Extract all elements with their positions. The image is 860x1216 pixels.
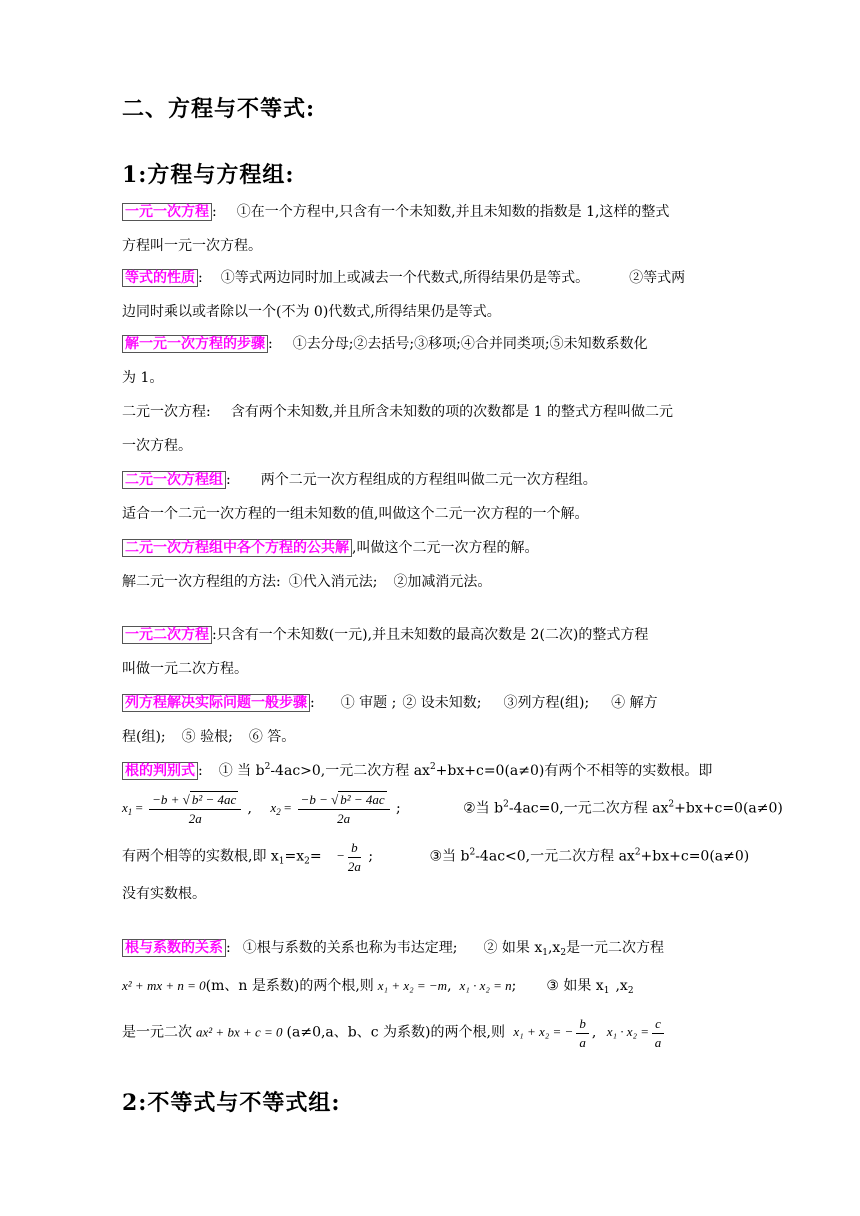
subsection-heading-equations: 1:方程与方程组: [122, 162, 295, 188]
paragraph-solve-methods: 解二元一次方程组的方法: ①代入消元法; ②加减消元法。 [122, 574, 492, 590]
paragraph-discriminant: 根的判别式 : ① 当 $b^2-4ac>0$,一元二次方程 $ax^2+bx+c=0(a\ne 0)$有两个不相等的实数根。即 [122, 761, 712, 781]
formula-general-quadratic: ax² + bx + c = 0 [196, 1024, 283, 1040]
term-equality-properties: 等式的性质 [122, 269, 198, 287]
formula-sum-roots-general: x₁ + x₂ = − $\frac{b}{a}$ [513, 1024, 591, 1039]
formula-product-roots: x₁ · x₂ = n [459, 978, 512, 993]
fraction-x1: $\frac{\text{−b + √ b² − 4ac}}{2a}$ [149, 792, 241, 827]
term-two-var-system: 二元一次方程组 [122, 471, 226, 489]
formula-x2: $x_2$ = $\frac{\text{−b − √ b² − 4ac}}{2a}$ [270, 800, 396, 815]
formula-monic-quadratic: x² + mx + n = 0 [122, 978, 206, 993]
formula-sum-roots: x₁ + x₂ = −m [377, 978, 448, 993]
paragraph-quadratic-equation: 一元二次方程 :只含有一个未知数(一元),并且未知数的最高次数是 2(二次)的整式方程 [122, 625, 648, 645]
paragraph-common-solution: 二元一次方程组中各个方程的公共解 ,叫做这个二元一次方程的解。 [122, 538, 538, 558]
paragraph-two-var-equation: 二元一次方程: 含有两个未知数,并且所含未知数的项的次数都是 1 的整式方程叫做二元 [122, 404, 673, 420]
paragraph-word-problem-steps: 列方程解决实际问题一般步骤 : ① 审题 ; ② 设未知数; ③列方程(组); ④ 解方 [122, 693, 658, 713]
formula-product-roots-general: x₁ · x₂ = $\frac{c}{a}$ [607, 1024, 667, 1039]
fraction-x2: $\frac{\text{−b − √ b² − 4ac}}{2a}$ [298, 792, 390, 827]
paragraph-discriminant-zero: 有两个相等的实数根,即 $x_1=x_2=$ − $\frac{b}{2a}$ ; ③当 $b^2-4ac<0$,一元二次方程 $ax^2+bx+c=0(a\ne 0)$ [122, 840, 750, 874]
term-vieta: 根与系数的关系 [122, 939, 226, 957]
paragraph-two-var-system: 二元一次方程组 : 两个二元一次方程组成的方程组叫做二元一次方程组。 [122, 470, 597, 490]
formula-roots: $x_1$ = $\frac{\text{−b + √ b² − 4ac}}{2a}$ , $x_2$ = $\frac{\text{−b − √ b² − 4ac}}{2a}$ ; ②当 $b^2-4ac=0$,一元二次方程 $ax^2+bx+c=0(a\ne 0)$ [122, 792, 783, 826]
paragraph-vieta-3: 是一元二次 ax² + bx + c = 0 (a≠0,a、b、c 为系数)的两个根,则 x₁ + x₂ = − $\frac{b}{a}$ , x₁ · x₂ = $\frac{c}{a}$ [122, 1016, 667, 1051]
paragraph-linear-equation: 一元一次方程 : ①在一个方程中,只含有一个未知数,并且未知数的指数是 1,这样的整式 [122, 202, 669, 222]
term-solve-steps: 解一元一次方程的步骤 [122, 335, 268, 353]
paragraph-solve-steps: 解一元一次方程的步骤 : ①去分母;②去括号;③移项;④合并同类项;⑤未知数系数化 [122, 334, 648, 354]
paragraph-word-problem-steps-cont: 程(组); ⑤ 验根; ⑥ 答。 [122, 729, 296, 745]
formula-double-root: − $\frac{b}{2a}$ [336, 840, 361, 874]
subsection-heading-inequalities: 2:不等式与不等式组: [122, 1090, 341, 1116]
paragraph-equality-properties: 等式的性质 : ①等式两边同时加上或减去一个代数式,所得结果仍是等式。 ②等式两 [122, 268, 685, 288]
paragraph-no-real-roots: 没有实数根。 [122, 886, 206, 902]
term-common-solution: 二元一次方程组中各个方程的公共解 [122, 539, 352, 557]
paragraph-solution-def: 适合一个二元一次方程的一组未知数的值,叫做这个二元一次方程的一个解。 [122, 506, 589, 522]
paragraph-two-var-equation-cont: 一次方程。 [122, 438, 192, 454]
term-word-problem-steps: 列方程解决实际问题一般步骤 [122, 694, 310, 712]
paragraph-vieta: 根与系数的关系 : ①根与系数的关系也称为韦达定理; ② 如果 $x_1,x_2$是一元二次方程 [122, 938, 664, 958]
term-linear-equation: 一元一次方程 [122, 203, 212, 221]
term-discriminant: 根的判别式 [122, 762, 198, 780]
paragraph-solve-steps-cont: 为 1。 [122, 370, 164, 386]
paragraph-quadratic-equation-cont: 叫做一元二次方程。 [122, 661, 248, 677]
paragraph-vieta-2: x² + mx + n = 0(m、n 是系数)的两个根,则 x₁ + x₂ = −m, x₁ · x₂ = n; ③ 如果 $x_1$ $,x_2$ [122, 978, 634, 996]
section-heading: 二、方程与不等式: [122, 96, 316, 122]
paragraph-linear-equation-cont: 方程叫一元一次方程。 [122, 238, 262, 254]
formula-x1: $x_1$ = $\frac{\text{−b + √ b² − 4ac}}{2a}$ [122, 800, 248, 815]
term-quadratic-equation: 一元二次方程 [122, 626, 212, 644]
paragraph-equality-properties-cont: 边同时乘以或者除以一个(不为 0)代数式,所得结果仍是等式。 [122, 304, 501, 320]
